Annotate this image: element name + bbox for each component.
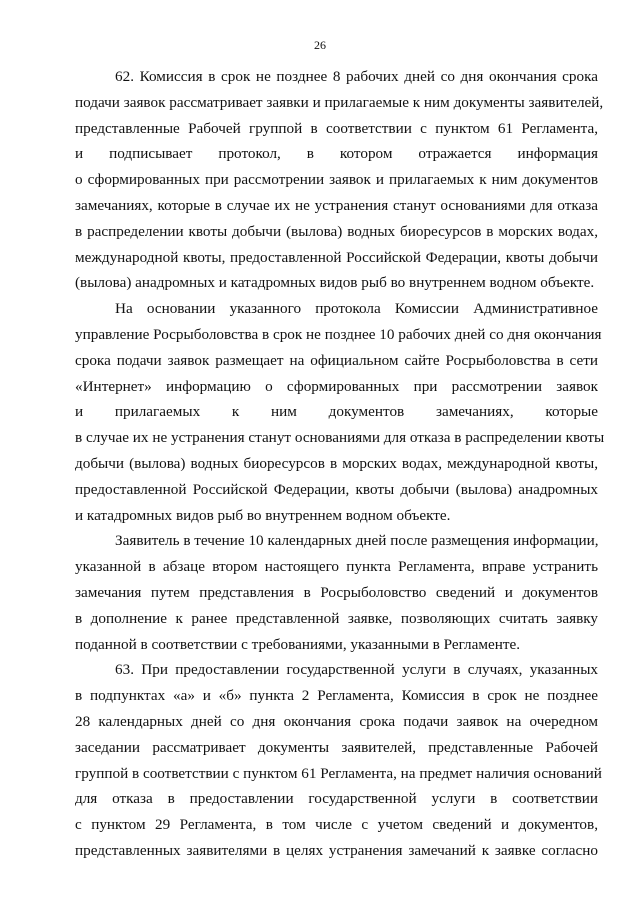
page-number: 26 — [314, 38, 326, 52]
text-line: представленные Рабочей группой в соответствии с пунктом 61 Регламента, — [75, 119, 598, 137]
text-line: подачи заявок рассматривает заявки и прилагаемые к ним документы заявителей, — [75, 93, 604, 111]
text-line: и прилагаемых к ним документов замечаниях, которые — [75, 403, 598, 421]
text-line: предоставленной Российской Федерации, квоты добычи (вылова) анадромных — [75, 480, 598, 498]
text-line: с пунктом 29 Регламента, в том числе с учетом сведений и документов, — [75, 816, 598, 834]
text-line: поданной в соответствии с требованиями, указанными в Регламенте. — [75, 635, 521, 653]
text-line: 28 календарных дней со дня окончания срока подачи заявок на очередном — [75, 712, 598, 730]
text-line: представленных заявителями в целях устранения замечаний к заявке согласно — [75, 841, 598, 859]
text-line: в подпунктах «а» и «б» пункта 2 Регламента, Комиссия в срок не позднее — [75, 687, 598, 705]
paragraph — [75, 64, 604, 296]
text-line: срока подачи заявок размещает на официальном сайте Росрыболовства в сети — [75, 351, 598, 369]
text-line: в дополнение к ранее представленной заявке, позволяющих считать заявку — [75, 609, 598, 627]
text-line: «Интернет» информацию о сформированных при рассмотрении заявок — [75, 377, 598, 395]
text-line: и катадромных видов рыб во внутреннем водном объекте. — [75, 506, 451, 524]
text-line: На основании указанного протокола Комиссии Административное — [115, 300, 598, 318]
text-line: 62. Комиссия в срок не позднее 8 рабочих дней со дня окончания срока — [115, 68, 598, 85]
text-line: в случае их не устранения станут основаниями для отказа в распределении квоты — [75, 429, 605, 447]
text-line: замечания путем представления в Росрыболовство сведений и документов — [75, 583, 598, 601]
text-line: (вылова) анадромных и катадромных видов рыб во внутреннем водном объекте. — [75, 274, 595, 292]
text-line: Заявитель в течение 10 календарных дней после размещения информации, — [115, 532, 599, 550]
text-line: управление Росрыболовства в срок не позднее 10 рабочих дней со дня окончания — [75, 325, 602, 343]
text-line: 63. При предоставлении государственной услуги в случаях, указанных — [115, 661, 598, 679]
paragraph — [75, 528, 598, 657]
document-body — [75, 64, 605, 864]
paragraph — [75, 657, 602, 863]
text-line: международной квоты, предоставленной Российской Федерации, квоты добычи — [75, 248, 598, 266]
text-line: группой в соответствии с пунктом 61 Регламента, на предмет наличия оснований — [75, 764, 602, 782]
text-line: заседании рассматривает документы заявителей, представленные Рабочей — [75, 738, 598, 756]
text-line: в распределении квоты добычи (вылова) водных биоресурсов в морских водах, — [75, 222, 598, 240]
text-line: для отказа в предоставлении государственной услуги в соответствии — [75, 790, 598, 808]
text-line: и подписывает протокол, в котором отражается информация — [75, 145, 598, 163]
text-line: добычи (вылова) водных биоресурсов в морских водах, международной квоты, — [75, 454, 598, 472]
text-line: замечаниях, которые в случае их не устранения станут основаниями для отказа — [75, 196, 598, 214]
paragraph — [75, 296, 605, 528]
text-line: указанной в абзаце втором настоящего пункта Регламента, вправе устранить — [75, 558, 598, 576]
text-line: о сформированных при рассмотрении заявок и прилагаемых к ним документов — [75, 171, 598, 189]
